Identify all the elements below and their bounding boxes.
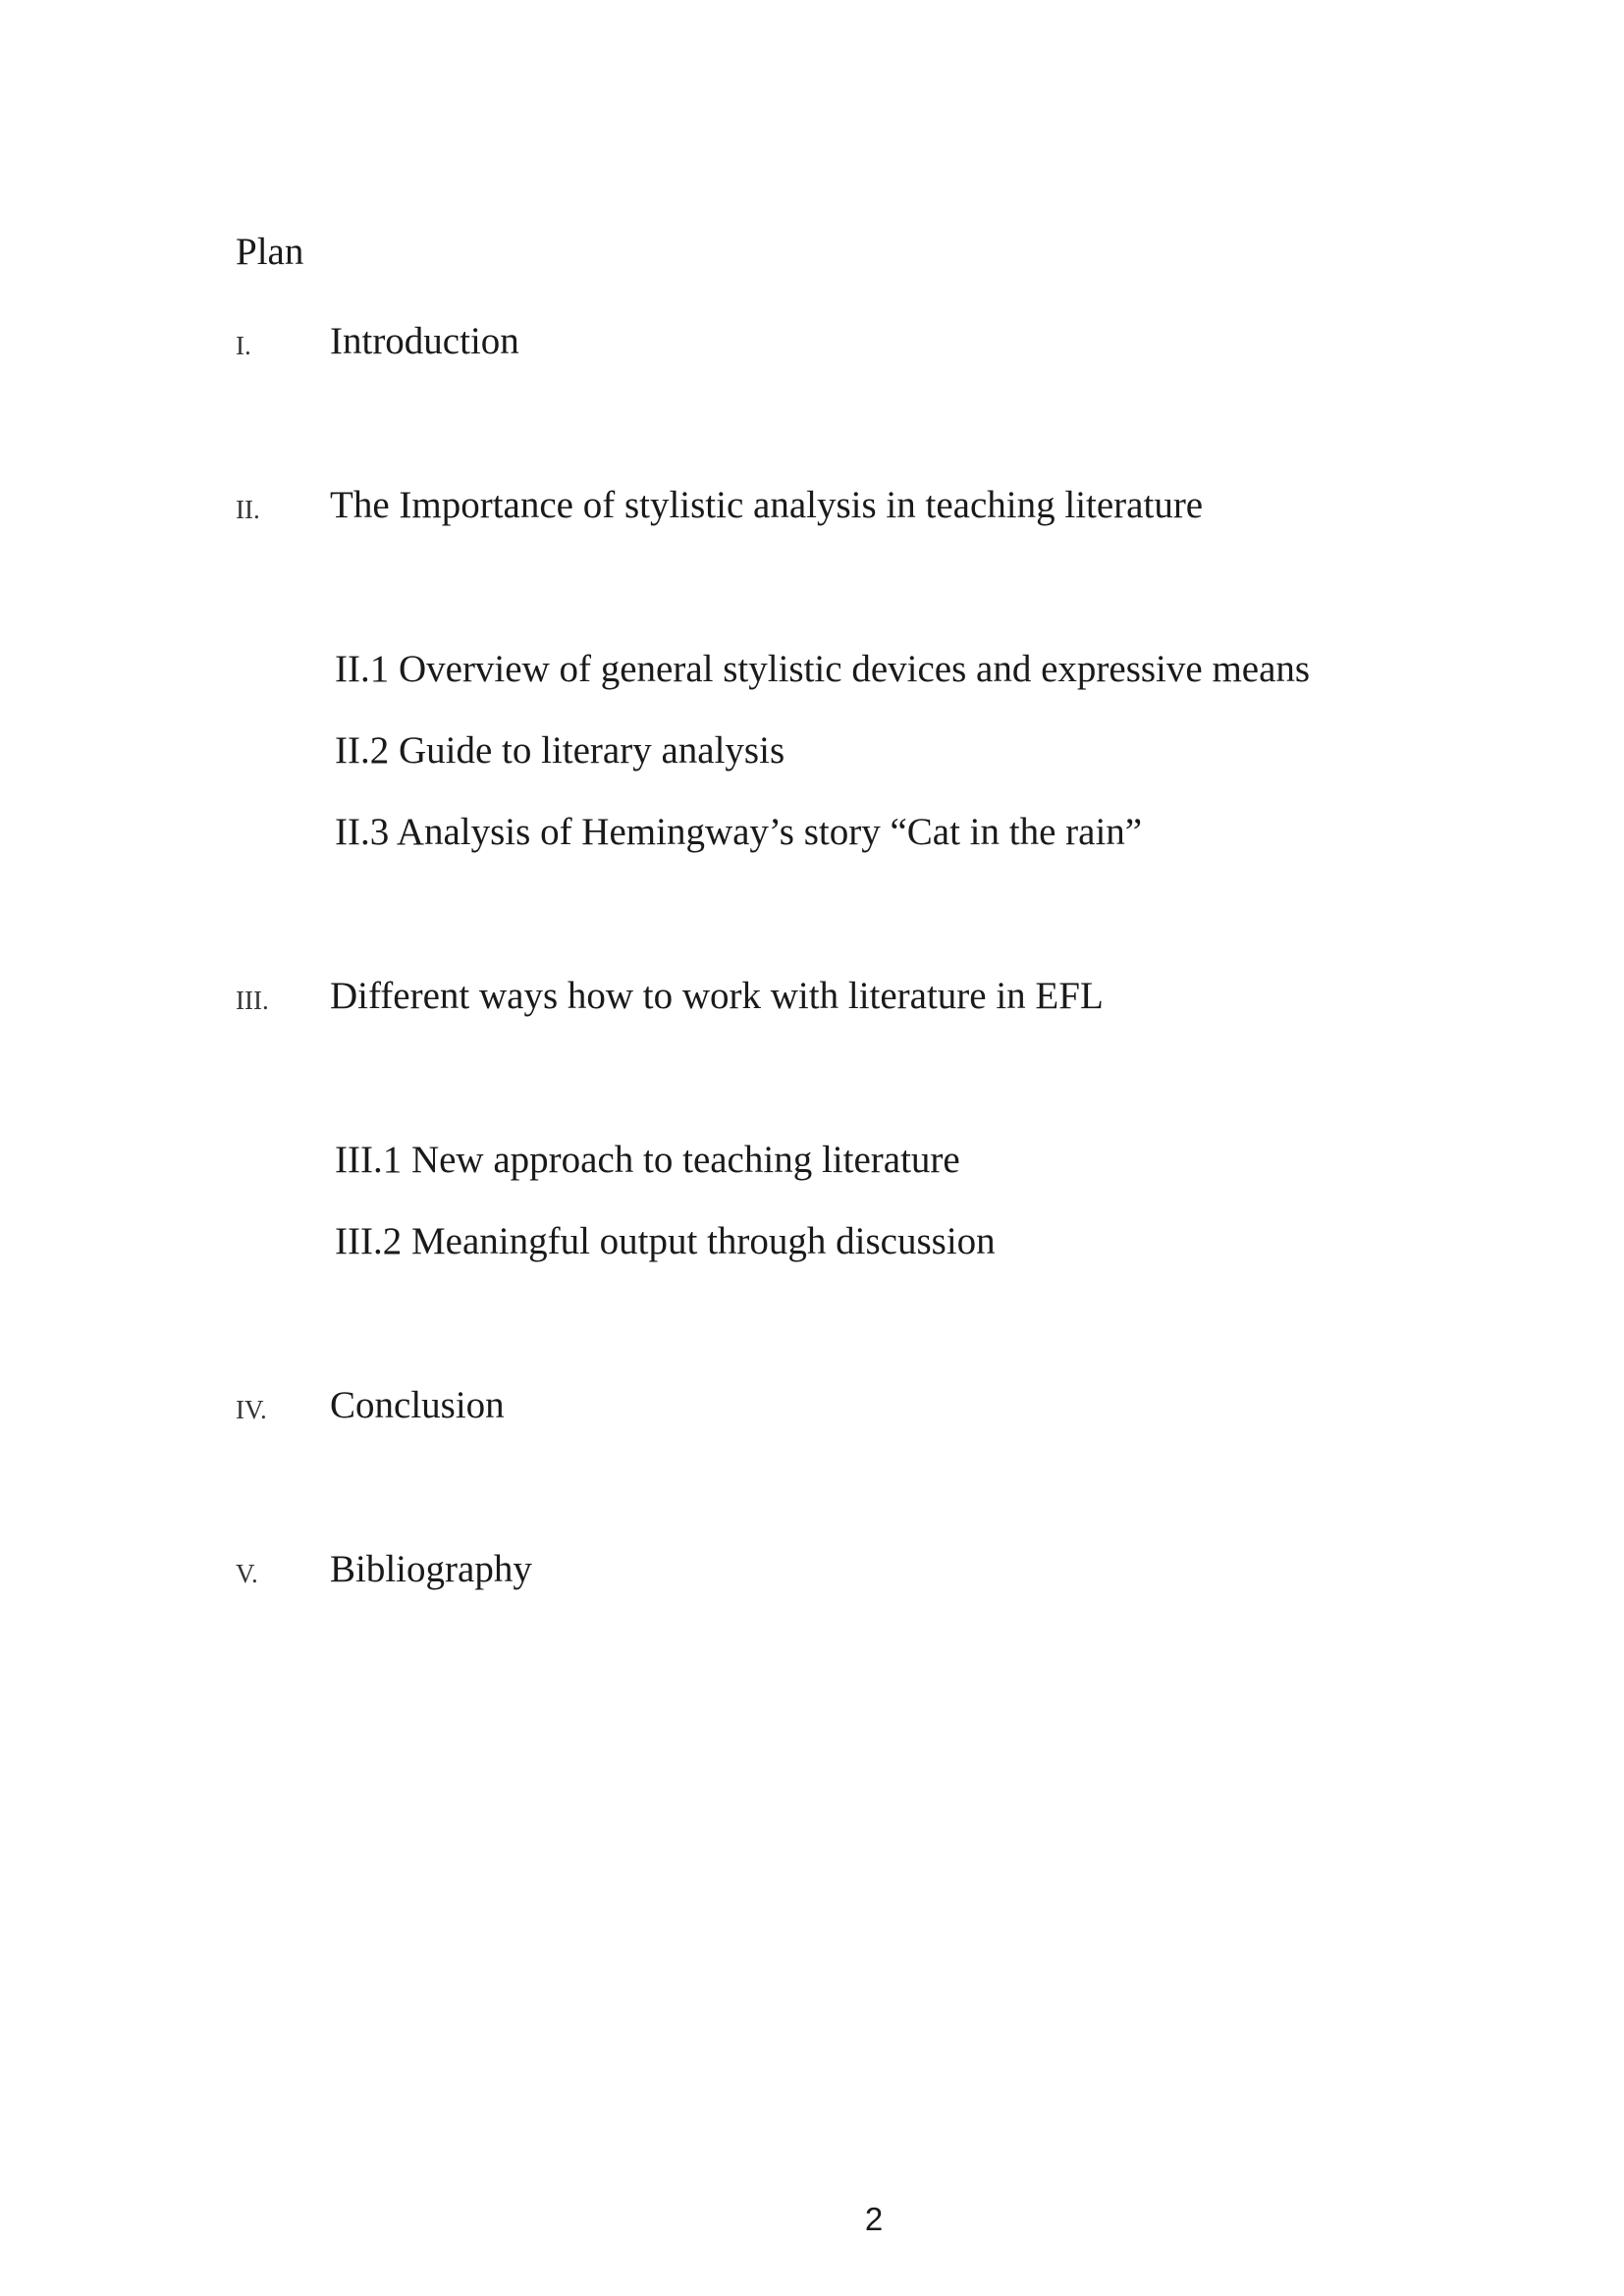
page-number: 2	[864, 2201, 884, 2237]
section-title: Introduction	[330, 320, 519, 362]
section-title: Conclusion	[330, 1384, 505, 1426]
section-numeral: IV.	[236, 1395, 267, 1424]
section-numeral: II.	[236, 495, 260, 524]
section-title: Different ways how to work with literature in EFL	[330, 975, 1104, 1017]
plan-heading: Plan	[236, 231, 304, 273]
subsection-2-2: II.2 Guide to literary analysis	[335, 729, 785, 772]
subsection-2-1: II.1 Overview of general stylistic devices and expressive means	[335, 648, 1311, 690]
subsection-3-2: III.2 Meaningful output through discussion	[335, 1220, 996, 1262]
section-title: Bibliography	[330, 1548, 532, 1590]
section-numeral: I.	[236, 331, 251, 360]
subsection-2-3: II.3 Analysis of Hemingway’s story “Cat in the rain”	[335, 811, 1143, 853]
section-numeral: V.	[236, 1559, 258, 1588]
section-numeral: III.	[236, 986, 269, 1015]
subsection-3-1: III.1 New approach to teaching literature	[335, 1139, 960, 1181]
section-title: The Importance of stylistic analysis in teaching literature	[330, 484, 1204, 526]
